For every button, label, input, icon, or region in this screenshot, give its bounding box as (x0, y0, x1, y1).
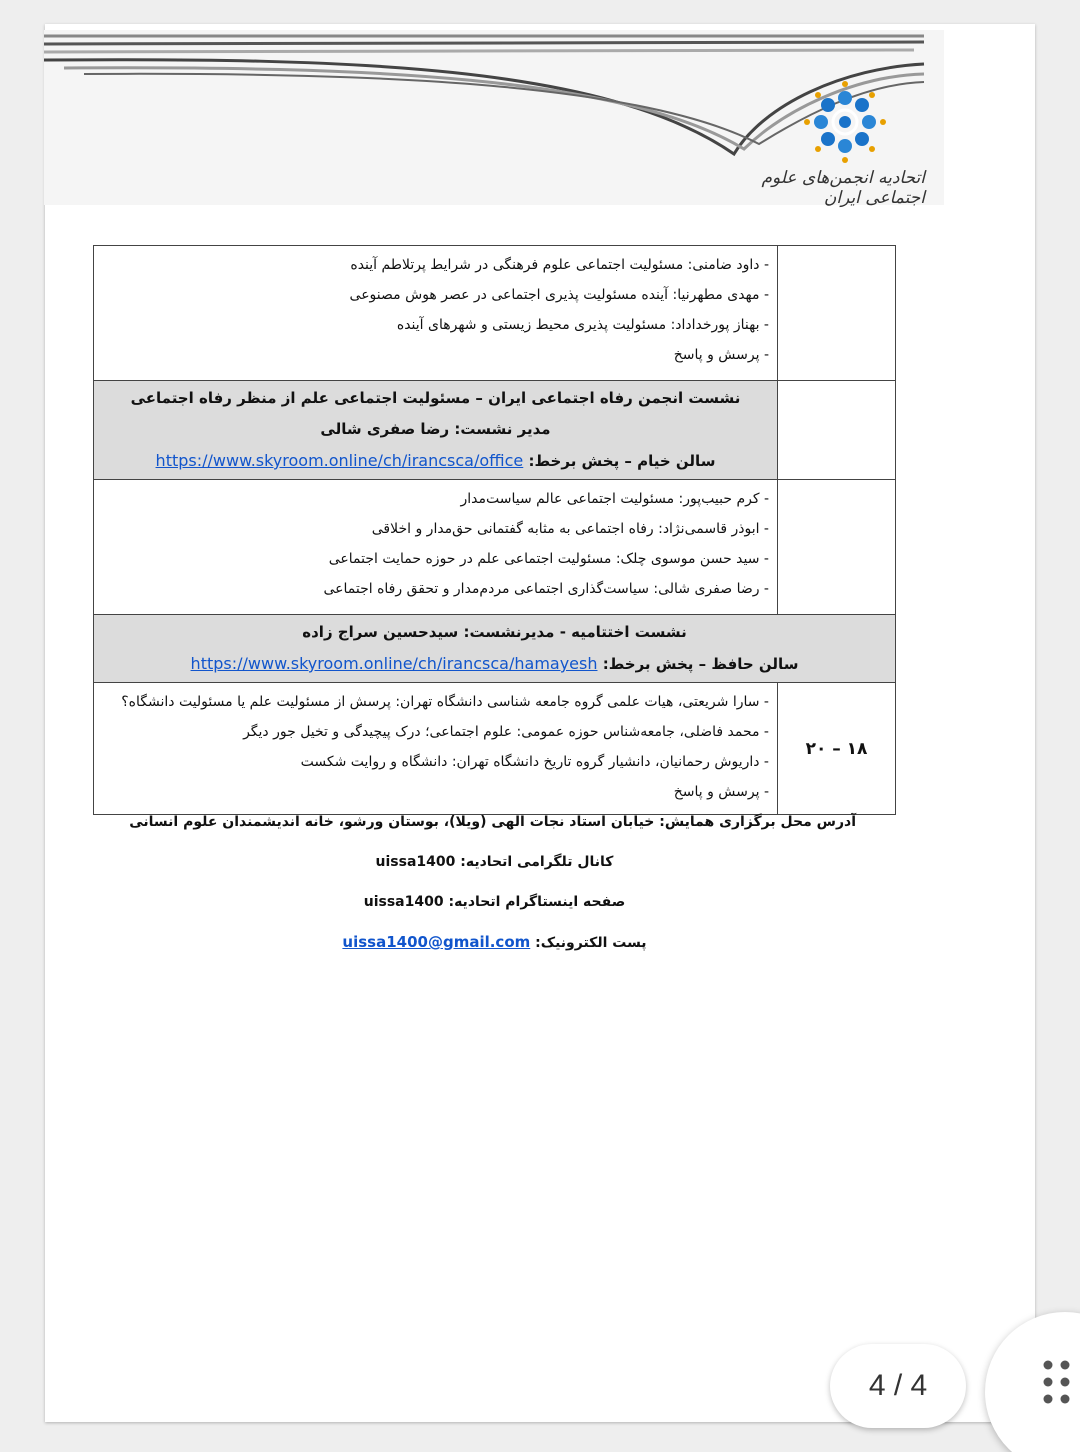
stream-link[interactable]: https://www.skyroom.online/ch/irancsca/hamayesh (190, 654, 598, 673)
list-item: - داریوش رحمانیان، دانشیار گروه تاریخ دانشگاه تهران: دانشگاه و روایت شکست (300, 754, 769, 770)
list-item: - بهناز پورخداداد: مسئولیت پذیری محیط زیستی و شهرهای آینده (396, 317, 769, 333)
hall-label: سالن حافظ – پخش برخط: (602, 655, 799, 673)
list-item: - ابوذر قاسمی‌نژاد: رفاه اجتماعی به مثابه گفتمانی حق‌مدار و اخلاقی (371, 521, 769, 537)
association-logo-icon (795, 72, 895, 172)
session-header-row (94, 381, 896, 480)
email-line (93, 930, 896, 955)
session-moderator: مدیر نشست: رضا صفری شالی (320, 420, 551, 438)
time-cell (778, 381, 896, 480)
venue-address: آدرس محل برگزاری همایش: خیابان استاد نجات الهی (ویلا)، بوستان ورشو، خانه اندیشمندان علوم انسانی (129, 814, 856, 830)
session-hall (100, 648, 889, 680)
list-item: - پرسش و پاسخ (673, 347, 769, 363)
contact-footer (93, 810, 896, 955)
instagram-line (93, 890, 896, 914)
list-item: - پرسش و پاسخ (673, 784, 769, 800)
list-item: - مهدی مطهرنیا: آینده مسئولیت پذیری اجتماعی در عصر هوش مصنوعی (349, 287, 769, 303)
email-link[interactable]: uissa1400@gmail.com (342, 933, 531, 951)
page-indicator: 4 / 4 (830, 1344, 966, 1428)
telegram-handle: uissa1400 (375, 854, 456, 870)
hall-label: سالن خیام – پخش برخط: (528, 452, 716, 470)
list-item: - داود ضامنی: مسئولیت اجتماعی علوم فرهنگی در شرایط پرتلاطم آینده (350, 257, 769, 273)
telegram-line (93, 850, 896, 874)
table-row (94, 480, 896, 615)
time-cell: ۱۸ – ۲۰ (778, 683, 896, 815)
telegram-label: کانال تلگرامی اتحادیه: (460, 854, 614, 870)
list-item: - سید حسن موسوی چلک: مسئولیت اجتماعی علم در حوزه حمایت اجتماعی (328, 551, 769, 567)
speaker-list (94, 480, 778, 615)
session-header (94, 381, 778, 480)
session-title: نشست اختتامیه - مدیرنشست: سیدحسین سراج زاده (302, 623, 687, 641)
time-cell (778, 480, 896, 615)
instagram-handle: uissa1400 (363, 894, 444, 910)
session-header-row (94, 615, 896, 683)
table-row (94, 246, 896, 381)
grid-dots-icon[interactable] (1043, 1360, 1073, 1406)
stream-link[interactable]: https://www.skyroom.online/ch/irancsca/office (155, 451, 524, 470)
list-item: - کرم حبیب‌پور: مسئولیت اجتماعی عالم سیاست‌مدار (460, 491, 769, 507)
time-cell (778, 246, 896, 381)
instagram-label: صفحه اینستاگرام اتحادیه: (448, 894, 626, 910)
organization-name: اتحادیه انجمن‌های علوم اجتماعی ایران (761, 168, 925, 208)
list-item: - سارا شریعتی، هیات علمی گروه جامعه شناسی دانشگاه تهران: پرسش از مسئولیت علم یا مسئولیت دانشگاه؟ (121, 694, 769, 710)
session-hall (100, 445, 771, 477)
speaker-list (94, 246, 778, 381)
list-item: - رضا صفری شالی: سیاست‌گذاری اجتماعی مردم‌مدار و تحقق رفاه اجتماعی (323, 581, 769, 597)
list-item: - محمد فاضلی، جامعه‌شناس حوزه عمومی: علوم اجتماعی؛ درک پیچیدگی و تخیل جور دیگر (243, 724, 769, 740)
email-label: پست الکترونیک: (535, 935, 647, 951)
table-row (94, 683, 896, 815)
session-title: نشست انجمن رفاه اجتماعی ایران – مسئولیت اجتماعی علم از منظر رفاه اجتماعی (130, 389, 741, 407)
speaker-list (94, 683, 778, 815)
program-table (93, 245, 896, 815)
session-header (94, 615, 896, 683)
